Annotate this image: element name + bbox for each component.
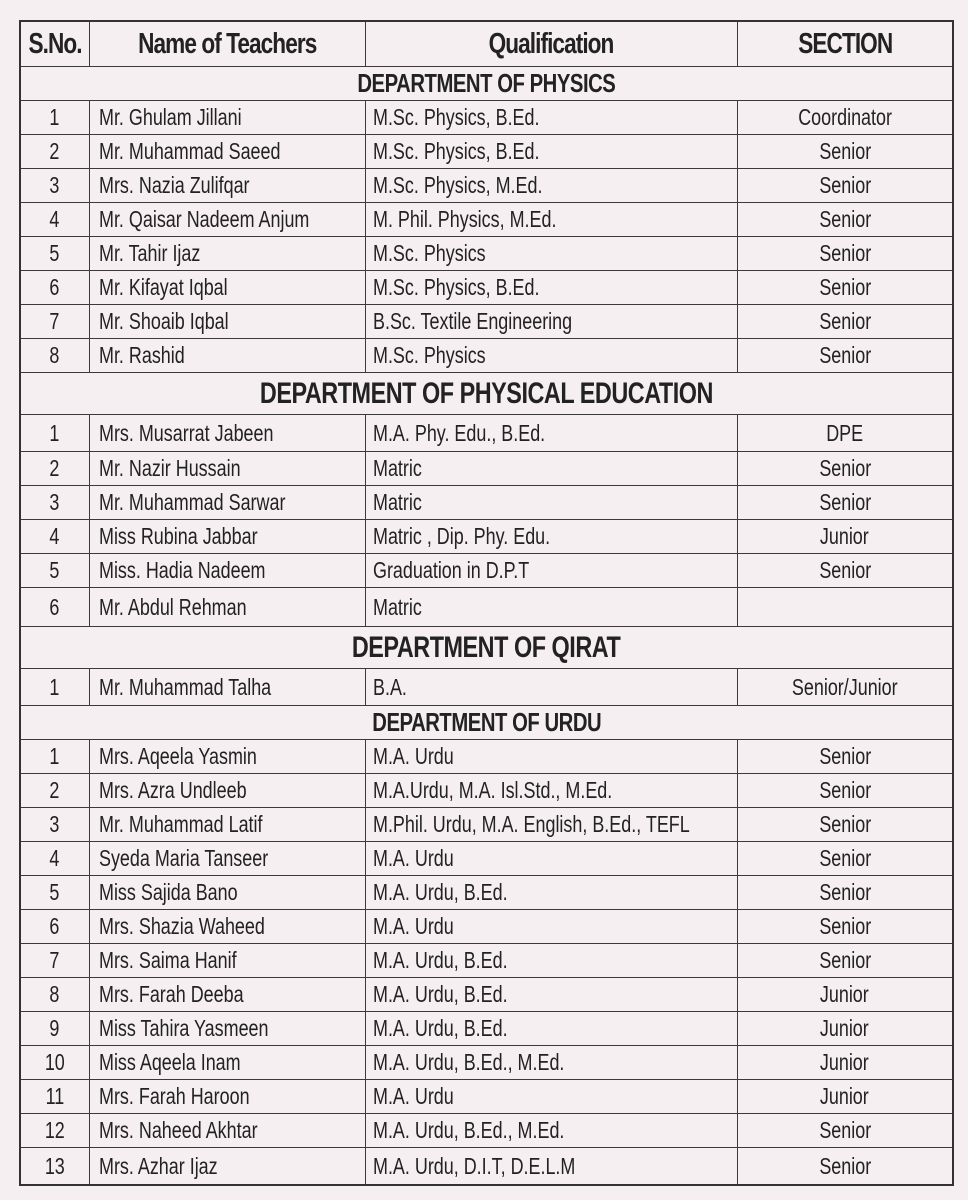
- department-title: DEPARTMENT OF URDU: [20, 706, 953, 740]
- table-row: [20, 305, 953, 339]
- cell-qualification: M.Phil. Urdu, M.A. English, B.Ed., TEFL: [365, 808, 737, 842]
- cell-qualification: Graduation in D.P.T: [365, 554, 737, 588]
- department-heading-row: [20, 627, 953, 669]
- cell-name: Miss Rubina Jabbar: [89, 520, 365, 554]
- cell-sno: 5: [20, 876, 89, 910]
- department-title: DEPARTMENT OF PHYSICAL EDUCATION: [20, 373, 953, 415]
- cell-section: Senior: [737, 305, 953, 339]
- cell-sno: 2: [20, 452, 89, 486]
- cell-qualification: M.A.Urdu, M.A. Isl.Std., M.Ed.: [365, 774, 737, 808]
- cell-name: Syeda Maria Tanseer: [89, 842, 365, 876]
- cell-name: Mr. Rashid: [89, 339, 365, 373]
- cell-qualification: M.Sc. Physics: [365, 237, 737, 271]
- cell-section: Senior: [737, 1148, 953, 1186]
- cell-name: Mrs. Musarrat Jabeen: [89, 415, 365, 452]
- cell-qualification: Matric , Dip. Phy. Edu.: [365, 520, 737, 554]
- cell-sno: 2: [20, 774, 89, 808]
- cell-name: Mr. Kifayat Iqbal: [89, 271, 365, 305]
- table-row: [20, 1080, 953, 1114]
- table-row: [20, 588, 953, 627]
- header-section: SECTION: [737, 21, 953, 67]
- table-row: [20, 774, 953, 808]
- cell-name: Mrs. Aqeela Yasmin: [89, 740, 365, 774]
- cell-qualification: M.A. Phy. Edu., B.Ed.: [365, 415, 737, 452]
- table-row: [20, 1012, 953, 1046]
- cell-section: Senior: [737, 271, 953, 305]
- cell-name: Mrs. Saima Hanif: [89, 944, 365, 978]
- cell-name: Mr. Muhammad Talha: [89, 669, 365, 706]
- cell-section: Senior/Junior: [737, 669, 953, 706]
- cell-sno: 4: [20, 842, 89, 876]
- cell-section: Senior: [737, 944, 953, 978]
- table-row: [20, 842, 953, 876]
- cell-qualification: M.Sc. Physics, M.Ed.: [365, 169, 737, 203]
- cell-section: Senior: [737, 808, 953, 842]
- cell-name: Mr. Qaisar Nadeem Anjum: [89, 203, 365, 237]
- cell-section: Coordinator: [737, 101, 953, 135]
- cell-sno: 7: [20, 305, 89, 339]
- cell-qualification: M.A. Urdu: [365, 1080, 737, 1114]
- cell-sno: 3: [20, 486, 89, 520]
- header-name: Name of Teachers: [89, 21, 365, 67]
- cell-sno: 5: [20, 237, 89, 271]
- table-row: [20, 740, 953, 774]
- cell-qualification: B.Sc. Textile Engineering: [365, 305, 737, 339]
- cell-sno: 13: [20, 1148, 89, 1186]
- cell-section: Senior: [737, 842, 953, 876]
- header-qualification: Qualification: [365, 21, 737, 67]
- cell-name: Miss Tahira Yasmeen: [89, 1012, 365, 1046]
- cell-name: Mrs. Farah Deeba: [89, 978, 365, 1012]
- cell-section: Senior: [737, 486, 953, 520]
- department-title: DEPARTMENT OF PHYSICS: [20, 67, 953, 101]
- table-row: [20, 486, 953, 520]
- cell-qualification: M.A. Urdu: [365, 740, 737, 774]
- cell-section: Junior: [737, 1046, 953, 1080]
- cell-section: Senior: [737, 237, 953, 271]
- department-title: DEPARTMENT OF QIRAT: [20, 627, 953, 669]
- cell-sno: 4: [20, 203, 89, 237]
- cell-sno: 9: [20, 1012, 89, 1046]
- cell-name: Miss. Hadia Nadeem: [89, 554, 365, 588]
- cell-qualification: Matric: [365, 486, 737, 520]
- cell-qualification: M.A. Urdu: [365, 842, 737, 876]
- header-sno: S.No.: [20, 21, 89, 67]
- cell-name: Miss Aqeela Inam: [89, 1046, 365, 1080]
- table-row: [20, 978, 953, 1012]
- cell-qualification: M.A. Urdu, B.Ed.: [365, 944, 737, 978]
- table-row: [20, 520, 953, 554]
- cell-sno: 8: [20, 978, 89, 1012]
- table-row: [20, 452, 953, 486]
- cell-sno: 8: [20, 339, 89, 373]
- table-row: [20, 135, 953, 169]
- cell-name: Mrs. Shazia Waheed: [89, 910, 365, 944]
- cell-qualification: M.A. Urdu, B.Ed.: [365, 876, 737, 910]
- cell-name: Mr. Muhammad Latif: [89, 808, 365, 842]
- cell-name: Mrs. Nazia Zulifqar: [89, 169, 365, 203]
- cell-section: Senior: [737, 339, 953, 373]
- cell-sno: 12: [20, 1114, 89, 1148]
- cell-qualification: M.A. Urdu, D.I.T, D.E.L.M: [365, 1148, 737, 1186]
- cell-qualification: M.A. Urdu, B.Ed.: [365, 978, 737, 1012]
- cell-sno: 1: [20, 101, 89, 135]
- table-row: [20, 1046, 953, 1080]
- table-row: [20, 1114, 953, 1148]
- cell-name: Mr. Ghulam Jillani: [89, 101, 365, 135]
- cell-section: Senior: [737, 910, 953, 944]
- cell-name: Mr. Tahir Ijaz: [89, 237, 365, 271]
- cell-section: [737, 588, 953, 627]
- cell-section: Senior: [737, 740, 953, 774]
- cell-sno: 6: [20, 271, 89, 305]
- cell-sno: 2: [20, 135, 89, 169]
- table-row: [20, 876, 953, 910]
- cell-name: Mr. Muhammad Sarwar: [89, 486, 365, 520]
- cell-name: Mr. Nazir Hussain: [89, 452, 365, 486]
- table-row: [20, 237, 953, 271]
- cell-qualification: Matric: [365, 588, 737, 627]
- cell-qualification: Matric: [365, 452, 737, 486]
- cell-section: Senior: [737, 203, 953, 237]
- cell-section: Senior: [737, 135, 953, 169]
- table-row: [20, 669, 953, 706]
- department-heading-row: [20, 67, 953, 101]
- cell-name: Mr. Muhammad Saeed: [89, 135, 365, 169]
- cell-section: Junior: [737, 1012, 953, 1046]
- teachers-table: [19, 20, 954, 1186]
- table-row: [20, 944, 953, 978]
- cell-section: Junior: [737, 978, 953, 1012]
- department-heading-row: [20, 706, 953, 740]
- table-row: [20, 808, 953, 842]
- cell-qualification: M.A. Urdu: [365, 910, 737, 944]
- cell-sno: 7: [20, 944, 89, 978]
- cell-sno: 1: [20, 415, 89, 452]
- table-row: [20, 203, 953, 237]
- table-row: [20, 1148, 953, 1186]
- table-row: [20, 910, 953, 944]
- cell-qualification: B.A.: [365, 669, 737, 706]
- cell-section: DPE: [737, 415, 953, 452]
- cell-qualification: M.Sc. Physics, B.Ed.: [365, 101, 737, 135]
- cell-sno: 1: [20, 669, 89, 706]
- cell-name: Mrs. Naheed Akhtar: [89, 1114, 365, 1148]
- cell-section: Senior: [737, 876, 953, 910]
- cell-qualification: M.Sc. Physics, B.Ed.: [365, 135, 737, 169]
- cell-qualification: M.Sc. Physics, B.Ed.: [365, 271, 737, 305]
- table-row: [20, 339, 953, 373]
- cell-sno: 11: [20, 1080, 89, 1114]
- cell-name: Mr. Shoaib Iqbal: [89, 305, 365, 339]
- cell-sno: 6: [20, 588, 89, 627]
- cell-qualification: M.A. Urdu, B.Ed., M.Ed.: [365, 1046, 737, 1080]
- cell-qualification: M.Sc. Physics: [365, 339, 737, 373]
- cell-qualification: M.A. Urdu, B.Ed., M.Ed.: [365, 1114, 737, 1148]
- table-row: [20, 169, 953, 203]
- cell-section: Junior: [737, 520, 953, 554]
- table-body: [20, 67, 953, 1186]
- cell-sno: 6: [20, 910, 89, 944]
- cell-sno: 1: [20, 740, 89, 774]
- table-row: [20, 271, 953, 305]
- cell-name: Mrs. Farah Haroon: [89, 1080, 365, 1114]
- table-row: [20, 554, 953, 588]
- department-heading-row: [20, 373, 953, 415]
- cell-section: Senior: [737, 169, 953, 203]
- cell-name: Mrs. Azhar Ijaz: [89, 1148, 365, 1186]
- cell-section: Senior: [737, 1114, 953, 1148]
- cell-sno: 5: [20, 554, 89, 588]
- table-row: [20, 101, 953, 135]
- cell-section: Senior: [737, 452, 953, 486]
- cell-section: Junior: [737, 1080, 953, 1114]
- cell-qualification: M. Phil. Physics, M.Ed.: [365, 203, 737, 237]
- table-row: [20, 415, 953, 452]
- cell-name: Mr. Abdul Rehman: [89, 588, 365, 627]
- cell-name: Mrs. Azra Undleeb: [89, 774, 365, 808]
- cell-name: Miss Sajida Bano: [89, 876, 365, 910]
- cell-section: Senior: [737, 774, 953, 808]
- teachers-list-sheet: [19, 20, 952, 1186]
- cell-sno: 10: [20, 1046, 89, 1080]
- cell-qualification: M.A. Urdu, B.Ed.: [365, 1012, 737, 1046]
- cell-sno: 3: [20, 169, 89, 203]
- cell-sno: 4: [20, 520, 89, 554]
- table-header-row: [20, 21, 953, 67]
- cell-sno: 3: [20, 808, 89, 842]
- cell-section: Senior: [737, 554, 953, 588]
